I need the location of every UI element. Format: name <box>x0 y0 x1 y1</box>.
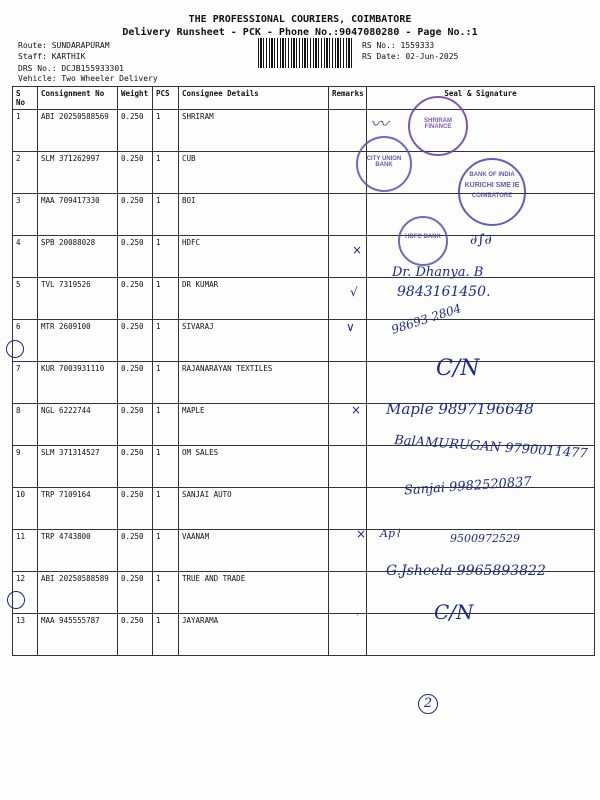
row-seal-signature <box>367 194 595 236</box>
row-sno: 1 <box>13 110 38 152</box>
row-sno: 10 <box>13 488 38 530</box>
row-sno: 8 <box>13 404 38 446</box>
row-weight: 0.250 <box>118 404 153 446</box>
table-row <box>13 194 595 236</box>
row-consignment-no: MAA 709417330 <box>38 194 118 236</box>
row-consignment-no: MAA 945555787 <box>38 614 118 656</box>
row-pcs: 1 <box>153 320 179 362</box>
row-seal-signature <box>367 446 595 488</box>
row-pcs: 1 <box>153 488 179 530</box>
r5-phone: 9843161450. <box>397 284 491 300</box>
row-consignee: TRUE AND TRADE <box>179 572 329 614</box>
row-seal-signature <box>367 572 595 614</box>
row-seal-signature <box>367 530 595 572</box>
row-weight: 0.250 <box>118 110 153 152</box>
row-pcs: 1 <box>153 530 179 572</box>
row-seal-signature <box>367 362 595 404</box>
table-row <box>13 110 595 152</box>
row-pcs: 1 <box>153 152 179 194</box>
r11-signature: Ap⌇ <box>380 527 401 540</box>
r7-note: C/N <box>436 356 480 381</box>
col-consignment: Consignment No <box>38 87 118 110</box>
r8-signature: Maple 9897196648 <box>386 400 534 418</box>
row-consignment-no: SLM 371314527 <box>38 446 118 488</box>
row-seal-signature <box>367 614 595 656</box>
row-seal-signature <box>367 320 595 362</box>
col-remarks: Remarks <box>329 87 367 110</box>
col-consignee: Consignee Details <box>179 87 329 110</box>
row-sno: 13 <box>13 614 38 656</box>
row-seal-signature <box>367 152 595 194</box>
row-pcs: 1 <box>153 278 179 320</box>
drs-label: DRS No.: DCJB155933301 <box>18 64 124 73</box>
signature-scribble-4: ∂∫∂ <box>470 232 492 248</box>
row-remarks <box>329 614 367 656</box>
row-remarks <box>329 362 367 404</box>
row-weight: 0.250 <box>118 530 153 572</box>
col-weight: Weight <box>118 87 153 110</box>
r5-signature: Dr. Dhanya. B <box>392 265 484 280</box>
barcode <box>258 38 354 68</box>
row-consignee: BOI <box>179 194 329 236</box>
row-consignee: RAJANARAYAN TEXTILES <box>179 362 329 404</box>
signature-scribble-1: 〰 <box>370 114 388 135</box>
row-seal-signature <box>367 488 595 530</box>
row-pcs: 1 <box>153 614 179 656</box>
row-pcs: 1 <box>153 404 179 446</box>
remark-mark-5: √ <box>350 285 358 299</box>
row-weight: 0.250 <box>118 236 153 278</box>
row-seal-signature <box>367 278 595 320</box>
row-pcs: 1 <box>153 194 179 236</box>
row-consignee: SIVARAJ <box>179 320 329 362</box>
row-weight: 0.250 <box>118 362 153 404</box>
row-remarks <box>329 110 367 152</box>
row-weight: 0.250 <box>118 278 153 320</box>
row-pcs: 1 <box>153 110 179 152</box>
remark-mark-6: ∨ <box>346 320 355 334</box>
row-consignee: SHRIRAM <box>179 110 329 152</box>
row-remarks <box>329 194 367 236</box>
row-weight: 0.250 <box>118 320 153 362</box>
runsheet-table <box>12 86 595 656</box>
row-weight: 0.250 <box>118 488 153 530</box>
cub-stamp: CITY UNION BANK <box>356 136 412 192</box>
row-consignee: HDFC <box>179 236 329 278</box>
row-sno: 4 <box>13 236 38 278</box>
row-consignment-no: ABI 20250588569 <box>38 110 118 152</box>
remark-mark-13: · <box>356 611 359 620</box>
row-sno: 6 <box>13 320 38 362</box>
row-consignment-no: MTR 2609100 <box>38 320 118 362</box>
table-row <box>13 152 595 194</box>
row-remarks <box>329 446 367 488</box>
rs-number: RS No.: 1559333 <box>362 41 435 50</box>
vehicle-label: Vehicle: Two Wheeler Delivery <box>18 74 158 83</box>
table-row <box>13 362 595 404</box>
row-consignee: DR KUMAR <box>179 278 329 320</box>
row-sno: 9 <box>13 446 38 488</box>
row-consignee: JAYARAMA <box>179 614 329 656</box>
row-remarks <box>329 152 367 194</box>
table-row <box>13 488 595 530</box>
hdfc-stamp: HDFC BANK <box>398 216 448 266</box>
row-consignment-no: TVL 7319526 <box>38 278 118 320</box>
col-seal: Seal & Signature <box>367 87 595 110</box>
row-sno: 2 <box>13 152 38 194</box>
table-row <box>13 278 595 320</box>
table-row <box>13 320 595 362</box>
r11-phone: 9500972529 <box>450 532 520 545</box>
row-remarks <box>329 278 367 320</box>
row-consignment-no: SLM 371262997 <box>38 152 118 194</box>
row-remarks <box>329 488 367 530</box>
row-weight: 0.250 <box>118 614 153 656</box>
row-consignment-no: ABI 20250588589 <box>38 572 118 614</box>
rs-date: RS Date: 02-Jun-2025 <box>362 52 459 61</box>
remark-mark-4: × <box>352 243 363 257</box>
r6-phone: 98693 2804 <box>389 301 463 337</box>
row-consignee: OM SALES <box>179 446 329 488</box>
row-seal-signature <box>367 110 595 152</box>
row-consignment-no: TRP 7109164 <box>38 488 118 530</box>
table-row <box>13 614 595 656</box>
row-pcs: 1 <box>153 572 179 614</box>
r13-note: C/N <box>434 600 474 624</box>
r9-signature: BalAMURUGAN 9790011477 <box>393 433 589 462</box>
row-consignment-no: SPB 20088028 <box>38 236 118 278</box>
row-sno: 7 <box>13 362 38 404</box>
table-row <box>13 572 595 614</box>
row-pcs: 1 <box>153 236 179 278</box>
row-consignee: VAANAM <box>179 530 329 572</box>
row-pcs: 1 <box>153 362 179 404</box>
company-title: THE PROFESSIONAL COURIERS, COIMBATORE <box>188 14 412 25</box>
row-sno: 3 <box>13 194 38 236</box>
remark-mark-8: × <box>351 403 362 417</box>
remark-mark-11: × <box>356 527 367 541</box>
page-mark: 2 <box>418 694 438 714</box>
staff-label: Staff: KARTHIK <box>18 52 86 61</box>
row-weight: 0.250 <box>118 446 153 488</box>
row-consignment-no: NGL 6222744 <box>38 404 118 446</box>
row-remarks <box>329 572 367 614</box>
boi-stamp: BANK OF INDIA KURICHI SME IE COIMBATORE <box>458 158 526 226</box>
col-pcs: PCS <box>153 87 179 110</box>
row-weight: 0.250 <box>118 194 153 236</box>
table-row <box>13 404 595 446</box>
row-consignment-no: KUR 7003931110 <box>38 362 118 404</box>
table-header-row <box>13 87 595 110</box>
row-weight: 0.250 <box>118 572 153 614</box>
row-consignee: MAPLE <box>179 404 329 446</box>
runsheet-subtitle: Delivery Runsheet - PCK - Phone No.:9047080280 - Page No.:1 <box>122 27 478 38</box>
r10-signature: Sanjai 9982520837 <box>403 474 533 499</box>
row-sno: 5 <box>13 278 38 320</box>
row-weight: 0.250 <box>118 152 153 194</box>
table-row <box>13 446 595 488</box>
r12-signature: G.Jsheela 9965893822 <box>386 563 546 579</box>
col-sno: S No <box>13 87 38 110</box>
row-consignee: CUB <box>179 152 329 194</box>
shriram-stamp: SHRIRAM FINANCE <box>408 96 468 156</box>
row-consignee: SANJAI AUTO <box>179 488 329 530</box>
row-sno: 12 <box>13 572 38 614</box>
table-row <box>13 236 595 278</box>
table-row <box>13 530 595 572</box>
row-pcs: 1 <box>153 446 179 488</box>
row-seal-signature <box>367 236 595 278</box>
row-consignment-no: TRP 4743800 <box>38 530 118 572</box>
route-label: Route: SUNDARAPURAM <box>18 41 110 50</box>
row-sno: 11 <box>13 530 38 572</box>
row-seal-signature <box>367 404 595 446</box>
